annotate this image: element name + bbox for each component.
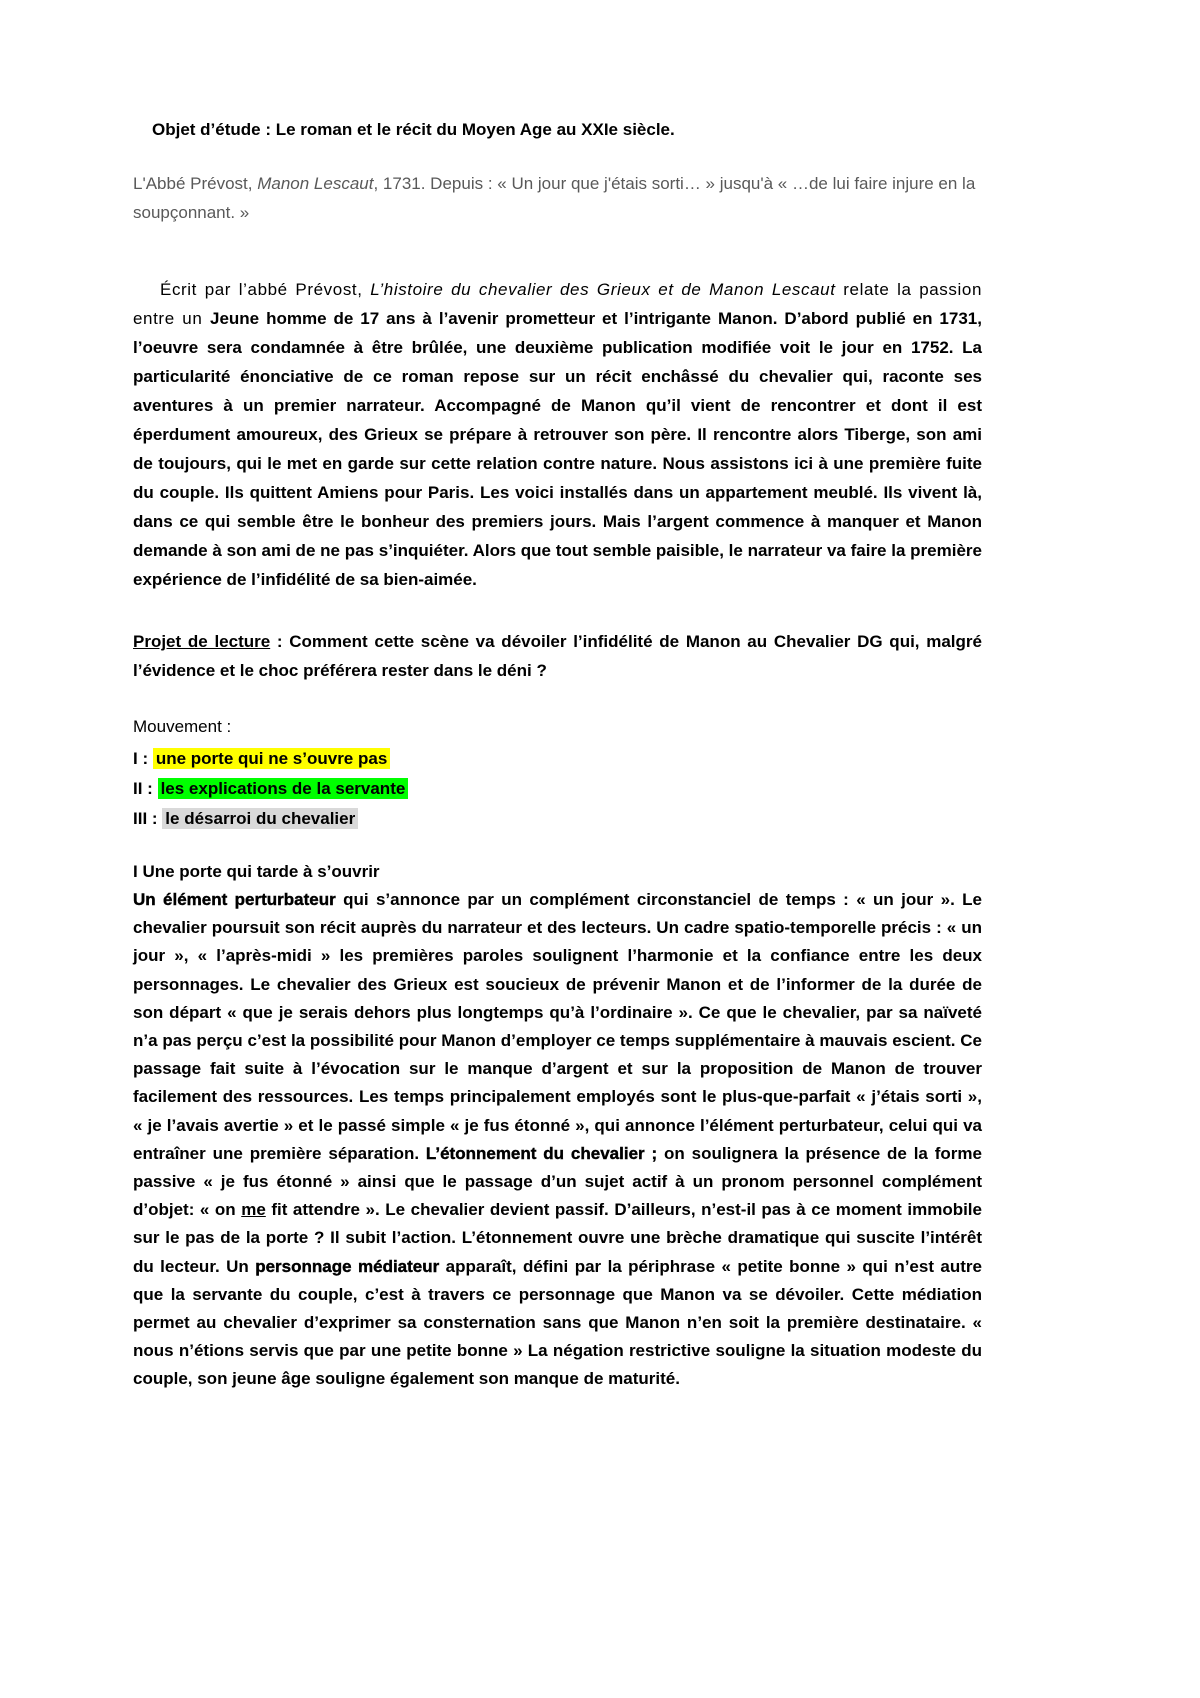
- analysis-text-1: qui s’annonce par un complément circonstanciel de temps : « un jour ». Le chevalier poursuit son récit auprès du narrateur et des lecteurs. Un cadre spatio-temporelle précis : « un jour », « l’après-midi » les premières paroles soulignent l’harmonie et la confiance entre les deux personnages. Le chevalier des Grieux est soucieux de prévenir Manon et de l’informer de la durée de son départ « que je serais dehors plus longtemps qu’à l’ordinaire ». Ce que le chevalier, par sa naïveté n’a pas perçu c’est la possibilité pour Manon d’employer ce temps supplémentaire à mauvais escient. Ce passage fait suite à l’évocation sur le manque d’argent et sur la proposition de Manon de trouver facilement des ressources. Les temps principalement employés sont le plus-que-parfait « j’étais sorti », « je l’avais avertie » et le passé simple « je fus étonné », qui annonce l’élément perturbateur, celui qui va entraîner une première séparation.: [133, 890, 982, 1163]
- study-object-heading: Objet d’étude : Le roman et le récit du Moyen Age au XXIe siècle.: [152, 120, 675, 139]
- reading-project-paragraph: [133, 627, 982, 685]
- section1-heading: I Une porte qui tarde à s’ouvrir: [133, 862, 380, 881]
- movements-title: Mouvement :: [133, 717, 232, 736]
- summary-lead: Écrit par l’abbé Prévost,: [160, 280, 371, 299]
- movement-numeral-3: III :: [133, 809, 158, 828]
- summary-paragraph: [133, 275, 982, 594]
- movement-item-1: [133, 744, 982, 774]
- movement-item-2: [133, 774, 982, 804]
- movement-numeral-2: II :: [133, 779, 153, 798]
- movement-label-1: une porte qui ne s’ouvre pas: [153, 748, 390, 769]
- analysis-paragraph: [133, 886, 982, 1394]
- summary-work-title: L’histoire du chevalier des Grieux et de Manon Lescaut: [370, 280, 836, 299]
- reading-project-label: Projet de lecture: [133, 632, 271, 651]
- reference-work-title: Manon Lescaut: [257, 174, 374, 193]
- key-term-etonnement: L’étonnement du chevalier ;: [425, 1143, 658, 1163]
- reference-extract-bounds: , 1731. Depuis : « Un jour que j'étais sorti… » jusqu'à « …de lui faire injure en la soupçonnant. »: [133, 174, 976, 222]
- reference-author: L'Abbé Prévost,: [133, 174, 258, 193]
- reading-project-question: : Comment cette scène va dévoiler l’infidélité de Manon au Chevalier DG qui, malgré l’évidence et le choc préférera rester dans le déni ?: [133, 632, 982, 680]
- movement-label-3: le désarroi du chevalier: [162, 808, 358, 829]
- analysis-text-3: fit attendre ». Le chevalier devient passif. D’ailleurs, n’est-il pas à ce moment immobile sur le pas de la porte ? Il subit l’action. L’étonnement ouvre une brèche dramatique qui suscite l’intérêt du lecteur. Un: [133, 1200, 982, 1276]
- analysis-text-2: on soulignera la présence de la forme passive « je fus étonné » ainsi que le passage d’un sujet actif à un pronom personnel complément d’objet: « on: [133, 1143, 982, 1220]
- key-term-perturbateur: Un élément perturbateur: [133, 890, 336, 909]
- summary-mid: relate la passion entre un: [133, 280, 982, 328]
- key-term-mediateur: personnage médiateur: [255, 1256, 440, 1276]
- movements-block: [133, 712, 982, 834]
- movement-label-2: les explications de la servante: [158, 778, 409, 799]
- underlined-pronoun-me: me: [241, 1200, 266, 1220]
- analysis-text-4: apparaît, défini par la périphrase « petite bonne » qui n’est autre que la servante du couple, c’est à travers ce personnage que Manon va se dévoiler. Cette médiation permet au chevalier d’exprimer sa consternation sans que Manon n’en soit la première destinataire. « nous n’étions servis que par une petite bonne » La négation restrictive souligne la situation modeste du couple, son jeune âge souligne également son manque de maturité.: [133, 1256, 982, 1389]
- movement-item-3: [133, 804, 982, 834]
- movement-numeral-1: I :: [133, 749, 149, 768]
- summary-body: Jeune homme de 17 ans à l’avenir prometteur et l’intrigante Manon. D’abord publié en 1731, l’oeuvre sera condamnée à être brûlée, une deuxième publication modifiée voit le jour en 1752. La particularité énonciative de ce roman repose sur un récit enchâssé du chevalier qui, raconte ses aventures à un premier narrateur. Accompagné de Manon qu’il vient de rencontrer et dont il est éperdument amoureux, des Grieux se prépare à retrouver son père. Il rencontre alors Tiberge, son ami de toujours, qui le met en garde sur cette relation contre nature. Nous assistons ici à une première fuite du couple. Ils quittent Amiens pour Paris. Les voici installés dans un appartement meublé. Ils vivent là, dans ce qui semble être le bonheur des premiers jours. Mais l’argent commence à manquer et Manon demande à son ami de ne pas s’inquiéter. Alors que tout semble paisible, le narrateur va faire la première expérience de l’infidélité de sa bien-aimée.: [133, 309, 982, 589]
- reference-line: [133, 169, 982, 227]
